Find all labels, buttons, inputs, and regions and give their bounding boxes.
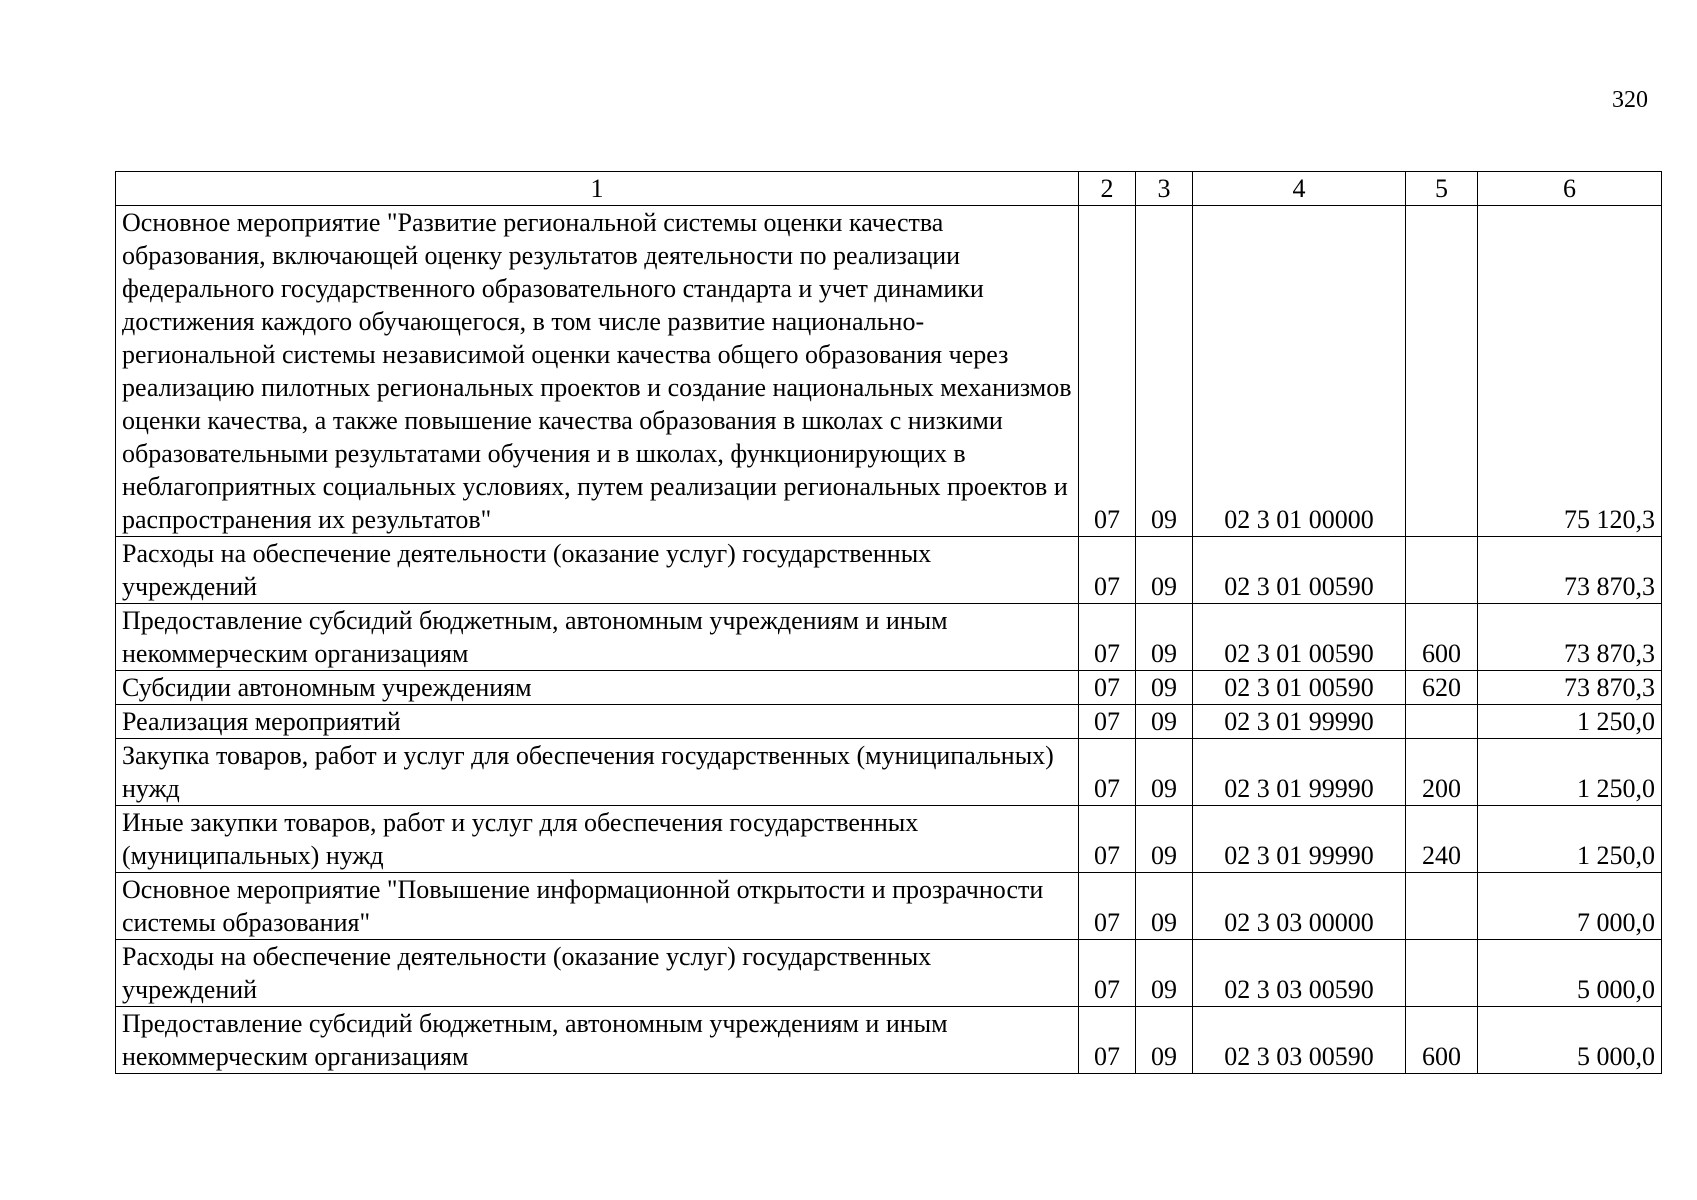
header-col-4: 4	[1193, 172, 1406, 206]
row-target-code: 02 3 01 00590	[1193, 671, 1406, 705]
row-expense-type	[1406, 206, 1478, 537]
table-row	[116, 940, 1662, 1007]
row-subsection: 09	[1136, 940, 1193, 1007]
row-amount: 73 870,3	[1478, 537, 1662, 604]
row-name: Иные закупки товаров, работ и услуг для обеспечения государственных (муниципальных) нужд	[116, 806, 1079, 873]
row-section: 07	[1079, 739, 1136, 806]
row-amount: 7 000,0	[1478, 873, 1662, 940]
table-row	[116, 705, 1662, 739]
header-col-3: 3	[1136, 172, 1193, 206]
row-name: Основное мероприятие "Повышение информационной открытости и прозрачности системы образования"	[116, 873, 1079, 940]
row-name: Реализация мероприятий	[116, 705, 1079, 739]
row-target-code: 02 3 01 99990	[1193, 705, 1406, 739]
row-amount: 5 000,0	[1478, 1007, 1662, 1074]
row-expense-type	[1406, 940, 1478, 1007]
table-body	[116, 206, 1662, 1074]
row-name: Расходы на обеспечение деятельности (оказание услуг) государственных учреждений	[116, 940, 1079, 1007]
row-subsection: 09	[1136, 739, 1193, 806]
row-expense-type	[1406, 537, 1478, 604]
row-expense-type: 620	[1406, 671, 1478, 705]
table-header	[116, 172, 1662, 206]
row-amount: 1 250,0	[1478, 705, 1662, 739]
row-section: 07	[1079, 537, 1136, 604]
budget-table	[115, 171, 1662, 1074]
table-row	[116, 206, 1662, 537]
row-target-code: 02 3 01 00590	[1193, 537, 1406, 604]
row-expense-type: 600	[1406, 1007, 1478, 1074]
table-row	[116, 604, 1662, 671]
row-amount: 75 120,3	[1478, 206, 1662, 537]
row-section: 07	[1079, 873, 1136, 940]
row-name: Основное мероприятие "Развитие региональной системы оценки качества образования, включающей оценку результатов деятельности по реализации федерального государственного образовательного стандарта и учет динамики достижения каждого обучающегося, в том числе развитие национально-региональной системы независимой оценки качества общего образования через реализацию пилотных региональных проектов и создание национальных механизмов оценки качества, а также повышение качества образования в школах с низкими образовательными результатами обучения и в школах, функционирующих в неблагоприятных социальных условиях, путем реализации региональных проектов и распространения их результатов"	[116, 206, 1079, 537]
page-number: 320	[1612, 87, 1648, 113]
row-subsection: 09	[1136, 206, 1193, 537]
table-row	[116, 537, 1662, 604]
header-col-6: 6	[1478, 172, 1662, 206]
row-subsection: 09	[1136, 705, 1193, 739]
row-section: 07	[1079, 1007, 1136, 1074]
row-target-code: 02 3 03 00590	[1193, 1007, 1406, 1074]
row-expense-type	[1406, 873, 1478, 940]
row-section: 07	[1079, 705, 1136, 739]
row-name: Субсидии автономным учреждениям	[116, 671, 1079, 705]
row-amount: 73 870,3	[1478, 604, 1662, 671]
row-section: 07	[1079, 206, 1136, 537]
row-amount: 1 250,0	[1478, 739, 1662, 806]
row-target-code: 02 3 03 00000	[1193, 873, 1406, 940]
row-name: Расходы на обеспечение деятельности (оказание услуг) государственных учреждений	[116, 537, 1079, 604]
row-target-code: 02 3 01 99990	[1193, 806, 1406, 873]
row-name: Закупка товаров, работ и услуг для обеспечения государственных (муниципальных) нужд	[116, 739, 1079, 806]
row-amount: 5 000,0	[1478, 940, 1662, 1007]
row-subsection: 09	[1136, 806, 1193, 873]
row-name: Предоставление субсидий бюджетным, автономным учреждениям и иным некоммерческим организациям	[116, 604, 1079, 671]
header-col-2: 2	[1079, 172, 1136, 206]
row-amount: 1 250,0	[1478, 806, 1662, 873]
row-subsection: 09	[1136, 604, 1193, 671]
row-expense-type: 600	[1406, 604, 1478, 671]
table-row	[116, 873, 1662, 940]
row-expense-type: 200	[1406, 739, 1478, 806]
header-col-1: 1	[116, 172, 1079, 206]
row-target-code: 02 3 01 00590	[1193, 604, 1406, 671]
table-row	[116, 806, 1662, 873]
header-row	[116, 172, 1662, 206]
row-section: 07	[1079, 604, 1136, 671]
row-target-code: 02 3 01 99990	[1193, 739, 1406, 806]
row-section: 07	[1079, 940, 1136, 1007]
table-row	[116, 1007, 1662, 1074]
row-amount: 73 870,3	[1478, 671, 1662, 705]
row-subsection: 09	[1136, 671, 1193, 705]
row-target-code: 02 3 01 00000	[1193, 206, 1406, 537]
row-expense-type	[1406, 705, 1478, 739]
row-target-code: 02 3 03 00590	[1193, 940, 1406, 1007]
row-expense-type: 240	[1406, 806, 1478, 873]
header-col-5: 5	[1406, 172, 1478, 206]
row-subsection: 09	[1136, 537, 1193, 604]
row-section: 07	[1079, 671, 1136, 705]
row-name: Предоставление субсидий бюджетным, автономным учреждениям и иным некоммерческим организациям	[116, 1007, 1079, 1074]
row-section: 07	[1079, 806, 1136, 873]
table-row	[116, 739, 1662, 806]
row-subsection: 09	[1136, 873, 1193, 940]
table-row	[116, 671, 1662, 705]
row-subsection: 09	[1136, 1007, 1193, 1074]
